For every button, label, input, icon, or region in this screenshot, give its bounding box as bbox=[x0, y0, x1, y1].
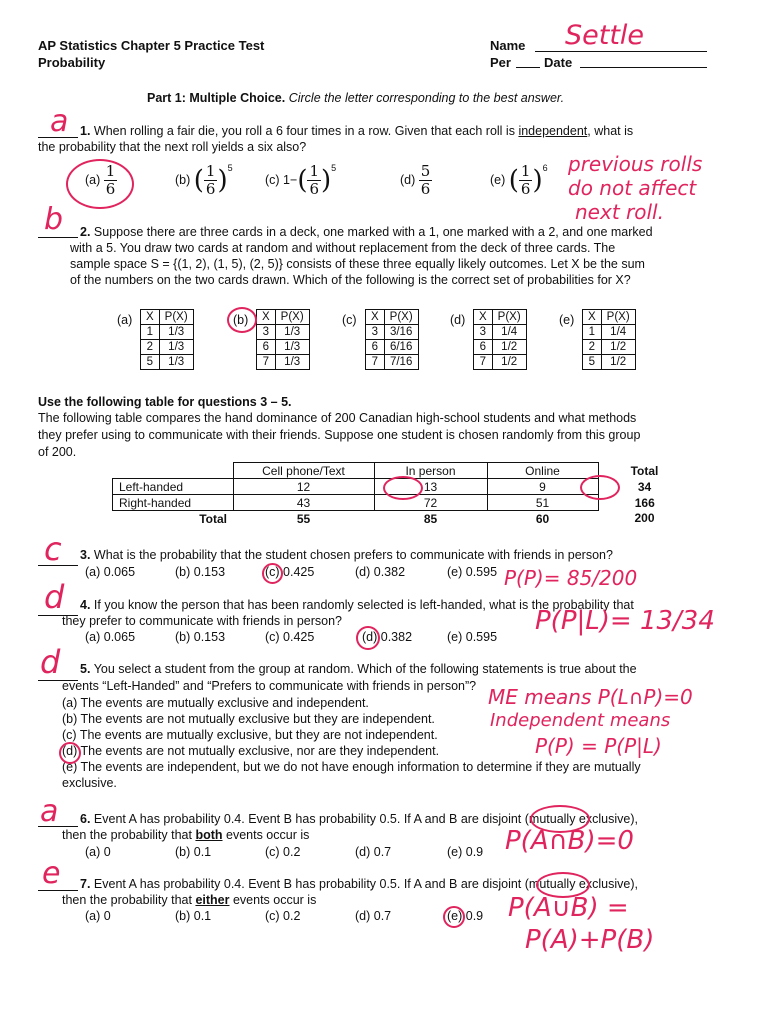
q4-choice-e[interactable]: (e) 0.595 bbox=[447, 630, 498, 644]
q4-line1: 4. If you know the person that has been randomly selected is left-handed, what is the probability that bbox=[80, 598, 634, 612]
q7-choice-e[interactable]: (e) 0.9 bbox=[447, 909, 484, 923]
q2-answer-circle bbox=[227, 307, 257, 333]
q3-text: 3. What is the probability that the student chosen prefers to communicate with friends in person? bbox=[80, 548, 613, 562]
q3-choice-e[interactable]: (e) 0.595 bbox=[447, 565, 498, 579]
q3-answer-circle bbox=[262, 563, 283, 584]
q5-note-2: Independent means bbox=[490, 710, 671, 731]
q1-note-2: do not affect bbox=[568, 176, 697, 200]
q1-note-1: previous rolls bbox=[568, 152, 703, 176]
q1-choice-c[interactable]: (c) 1−( $\frac{1}{6}$ )$^5$ bbox=[265, 162, 337, 198]
table-row: 6 1/3 bbox=[257, 340, 310, 355]
per-label: Per bbox=[490, 55, 511, 70]
student-name[interactable]: Settle bbox=[565, 20, 645, 51]
q4-line2: they prefer to communicate with friends in person? bbox=[62, 614, 342, 628]
table-row: 7 1/3 bbox=[257, 355, 310, 370]
q5-note-3: P(P) = P(P|L) bbox=[535, 734, 662, 758]
q4-answer: d bbox=[44, 578, 65, 616]
q2-choice-d[interactable]: (d) bbox=[450, 313, 466, 327]
q4-choice-c[interactable]: (c) 0.425 bbox=[265, 630, 315, 644]
q2-table-e: X P(X) 1 1/4 2 1/2 5 1/2 bbox=[582, 309, 636, 370]
q5-answer: d bbox=[40, 643, 61, 681]
table-row: Left-handed 12 13 9 34 bbox=[113, 479, 692, 495]
q5-option-d[interactable]: (d) The events are not mutually exclusive, nor are they independent. bbox=[62, 744, 440, 758]
q3-choice-b[interactable]: (b) 0.153 bbox=[175, 565, 226, 579]
name-label: Name bbox=[490, 38, 526, 53]
q2-choice-c[interactable]: (c) bbox=[342, 313, 357, 327]
q1-choice-b[interactable]: (b) ( $\frac{1}{6}$ )$^5$ bbox=[175, 162, 233, 198]
cell-34-circle bbox=[580, 475, 620, 500]
q2-line4: of the numbers on the two cards drawn. Which of the following is the correct set of probabilities for X? bbox=[70, 273, 631, 287]
q5-option-b[interactable]: (b) The events are not mutually exclusive but they are independent. bbox=[62, 712, 435, 726]
per-line[interactable] bbox=[516, 67, 540, 68]
q6-choice-b[interactable]: (b) 0.1 bbox=[175, 845, 212, 859]
q7-choice-a[interactable]: (a) 0 bbox=[85, 909, 111, 923]
q2-choice-a[interactable]: (a) bbox=[117, 313, 133, 327]
q7-choice-d[interactable]: (d) 0.7 bbox=[355, 909, 392, 923]
q2-table-a: X P(X) 1 1/3 2 1/3 5 1/3 bbox=[140, 309, 194, 370]
q4-note: P(P|L)= 13/34 bbox=[535, 606, 715, 636]
q3-choice-a[interactable]: (a) 0.065 bbox=[85, 565, 136, 579]
q5-option-c[interactable]: (c) The events are mutually exclusive, but they are not independent. bbox=[62, 728, 438, 742]
q4-choice-b[interactable]: (b) 0.153 bbox=[175, 630, 226, 644]
q2-answer: b bbox=[44, 202, 64, 237]
q5-line2: events “Left-Handed” and “Prefers to communicate with friends in person”? bbox=[62, 679, 477, 693]
date-line[interactable] bbox=[580, 67, 707, 68]
table-row: 5 1/2 bbox=[583, 355, 636, 370]
q2-line1: 2. Suppose there are three cards in a deck, one marked with a 1, one marked with a 2, and one marked bbox=[80, 225, 653, 239]
q6-line2: then the probability that both events occur is bbox=[62, 828, 310, 842]
q4-answer-circle bbox=[356, 626, 380, 650]
q7-choice-b[interactable]: (b) 0.1 bbox=[175, 909, 212, 923]
q5-option-e[interactable]: (e) The events are independent, but we do not have enough information to determine if they are mutually bbox=[62, 760, 641, 774]
table-intro-line2: they prefer using to communicate with their friends. Suppose one student is chosen randomly from this group bbox=[38, 428, 641, 442]
q2-table-d: X P(X) 3 1/4 6 1/2 7 1/2 bbox=[473, 309, 527, 370]
col-online: Online bbox=[487, 463, 598, 479]
q6-line1: 6. Event A has probability 0.4. Event B has probability 0.5. If A and B are disjoint (mutually exclusive), bbox=[80, 812, 638, 826]
table-row: 3 1/4 bbox=[474, 325, 527, 340]
q6-choice-e[interactable]: (e) 0.9 bbox=[447, 845, 484, 859]
q6-choice-a[interactable]: (a) 0 bbox=[85, 845, 111, 859]
table-intro-line3: of 200. bbox=[38, 445, 77, 459]
table-row: 3 3/16 bbox=[366, 325, 419, 340]
cell-13-circle bbox=[383, 476, 423, 500]
q3-choice-d[interactable]: (d) 0.382 bbox=[355, 565, 406, 579]
name-line bbox=[535, 51, 707, 52]
q5-note-1: ME means P(L∩P)=0 bbox=[488, 685, 693, 709]
q7-line2: then the probability that either events occur is bbox=[62, 893, 317, 907]
q5-option-e-cont: exclusive. bbox=[62, 776, 117, 790]
col-in-person: In person bbox=[374, 463, 487, 479]
q1-answer-circle bbox=[66, 159, 134, 209]
q7-answer-circle bbox=[443, 906, 465, 928]
table-row: Right-handed 43 72 51 166 bbox=[113, 495, 692, 511]
q2-choice-b[interactable]: (b) bbox=[233, 313, 249, 327]
q4-choice-d[interactable]: (d) 0.382 bbox=[362, 630, 413, 644]
q1-choice-d[interactable]: (d) $\frac{5}{6}$ bbox=[400, 162, 431, 198]
q1-note-3: next roll. bbox=[575, 200, 664, 224]
date-label: Date bbox=[544, 55, 573, 70]
q3-note: P(P)= 85/200 bbox=[504, 566, 638, 590]
q2-table-b: X P(X) 3 1/3 6 1/3 7 1/3 bbox=[256, 309, 310, 370]
q2-line3: sample space S = {(1, 2), (1, 5), (2, 5)} consists of these three equally likely outcomes. Let X be the sum bbox=[70, 257, 645, 271]
q2-choice-e[interactable]: (e) bbox=[559, 313, 575, 327]
q3-answer: c bbox=[44, 530, 62, 568]
table-row: 2 1/2 bbox=[583, 340, 636, 355]
q5-option-a[interactable]: (a) The events are mutually exclusive and independent. bbox=[62, 696, 369, 710]
q2-table-c: X P(X) 3 3/16 6 6/16 7 7/16 bbox=[365, 309, 419, 370]
table-row: 3 1/3 bbox=[257, 325, 310, 340]
table-row: 7 7/16 bbox=[366, 355, 419, 370]
q6-answer: a bbox=[40, 794, 59, 829]
q1-line1: 1. When rolling a fair die, you roll a 6 four times in a row. Given that each roll is independent, what is bbox=[80, 124, 634, 138]
table-row: 1 1/4 bbox=[583, 325, 636, 340]
q7-line1: 7. Event A has probability 0.4. Event B has probability 0.5. If A and B are disjoint (mutually exclusive), bbox=[80, 877, 638, 891]
table-row: 5 1/3 bbox=[141, 355, 194, 370]
q7-note-1: P(A∪B) = bbox=[508, 893, 629, 923]
q1-answer: a bbox=[50, 104, 69, 139]
q6-choice-d[interactable]: (d) 0.7 bbox=[355, 845, 392, 859]
table-row: 6 6/16 bbox=[366, 340, 419, 355]
q6-note: P(A∩B)=0 bbox=[505, 826, 634, 856]
q1-choice-e[interactable]: (e) ( $\frac{1}{6}$ )$^6$ bbox=[490, 162, 548, 198]
q5-answer-circle bbox=[59, 742, 81, 764]
q2-answer-line[interactable] bbox=[38, 237, 78, 238]
part1-heading: Part 1: Multiple Choice. Circle the letter corresponding to the best answer. bbox=[147, 91, 565, 105]
table-intro-line1: The following table compares the hand dominance of 200 Canadian high-school students and what methods bbox=[38, 411, 637, 425]
col-cell-phone: Cell phone/Text bbox=[233, 463, 374, 479]
q6-choice-c[interactable]: (c) 0.2 bbox=[265, 845, 301, 859]
table-row: 7 1/2 bbox=[474, 355, 527, 370]
table-row: Total 55 85 60 200 bbox=[199, 511, 655, 526]
q1-line2: the probability that the next roll yields a six also? bbox=[38, 140, 307, 154]
q5-line1: 5. You select a student from the group at random. Which of the following statements is true about the bbox=[80, 662, 637, 676]
table-row: 6 1/2 bbox=[474, 340, 527, 355]
table-row: 2 1/3 bbox=[141, 340, 194, 355]
q7-answer: e bbox=[42, 856, 61, 891]
q7-choice-c[interactable]: (c) 0.2 bbox=[265, 909, 301, 923]
table-heading: Use the following table for questions 3 – 5. bbox=[38, 395, 292, 409]
worksheet-title: AP Statistics Chapter 5 Practice Test bbox=[38, 38, 265, 53]
col-total: Total bbox=[630, 463, 659, 478]
q4-choice-a[interactable]: (a) 0.065 bbox=[85, 630, 136, 644]
worksheet-subtitle: Probability bbox=[38, 55, 106, 70]
q1-choice-a[interactable]: (a) $\frac{1}{6}$ bbox=[85, 162, 116, 198]
q2-line2: with a 5. You draw two cards at random and without replacement from the deck of three cards. The bbox=[70, 241, 616, 255]
q7-note-2: P(A)+P(B) bbox=[525, 925, 655, 955]
table-row: 1 1/3 bbox=[141, 325, 194, 340]
q3-choice-c[interactable]: (c) 0.425 bbox=[265, 565, 315, 579]
